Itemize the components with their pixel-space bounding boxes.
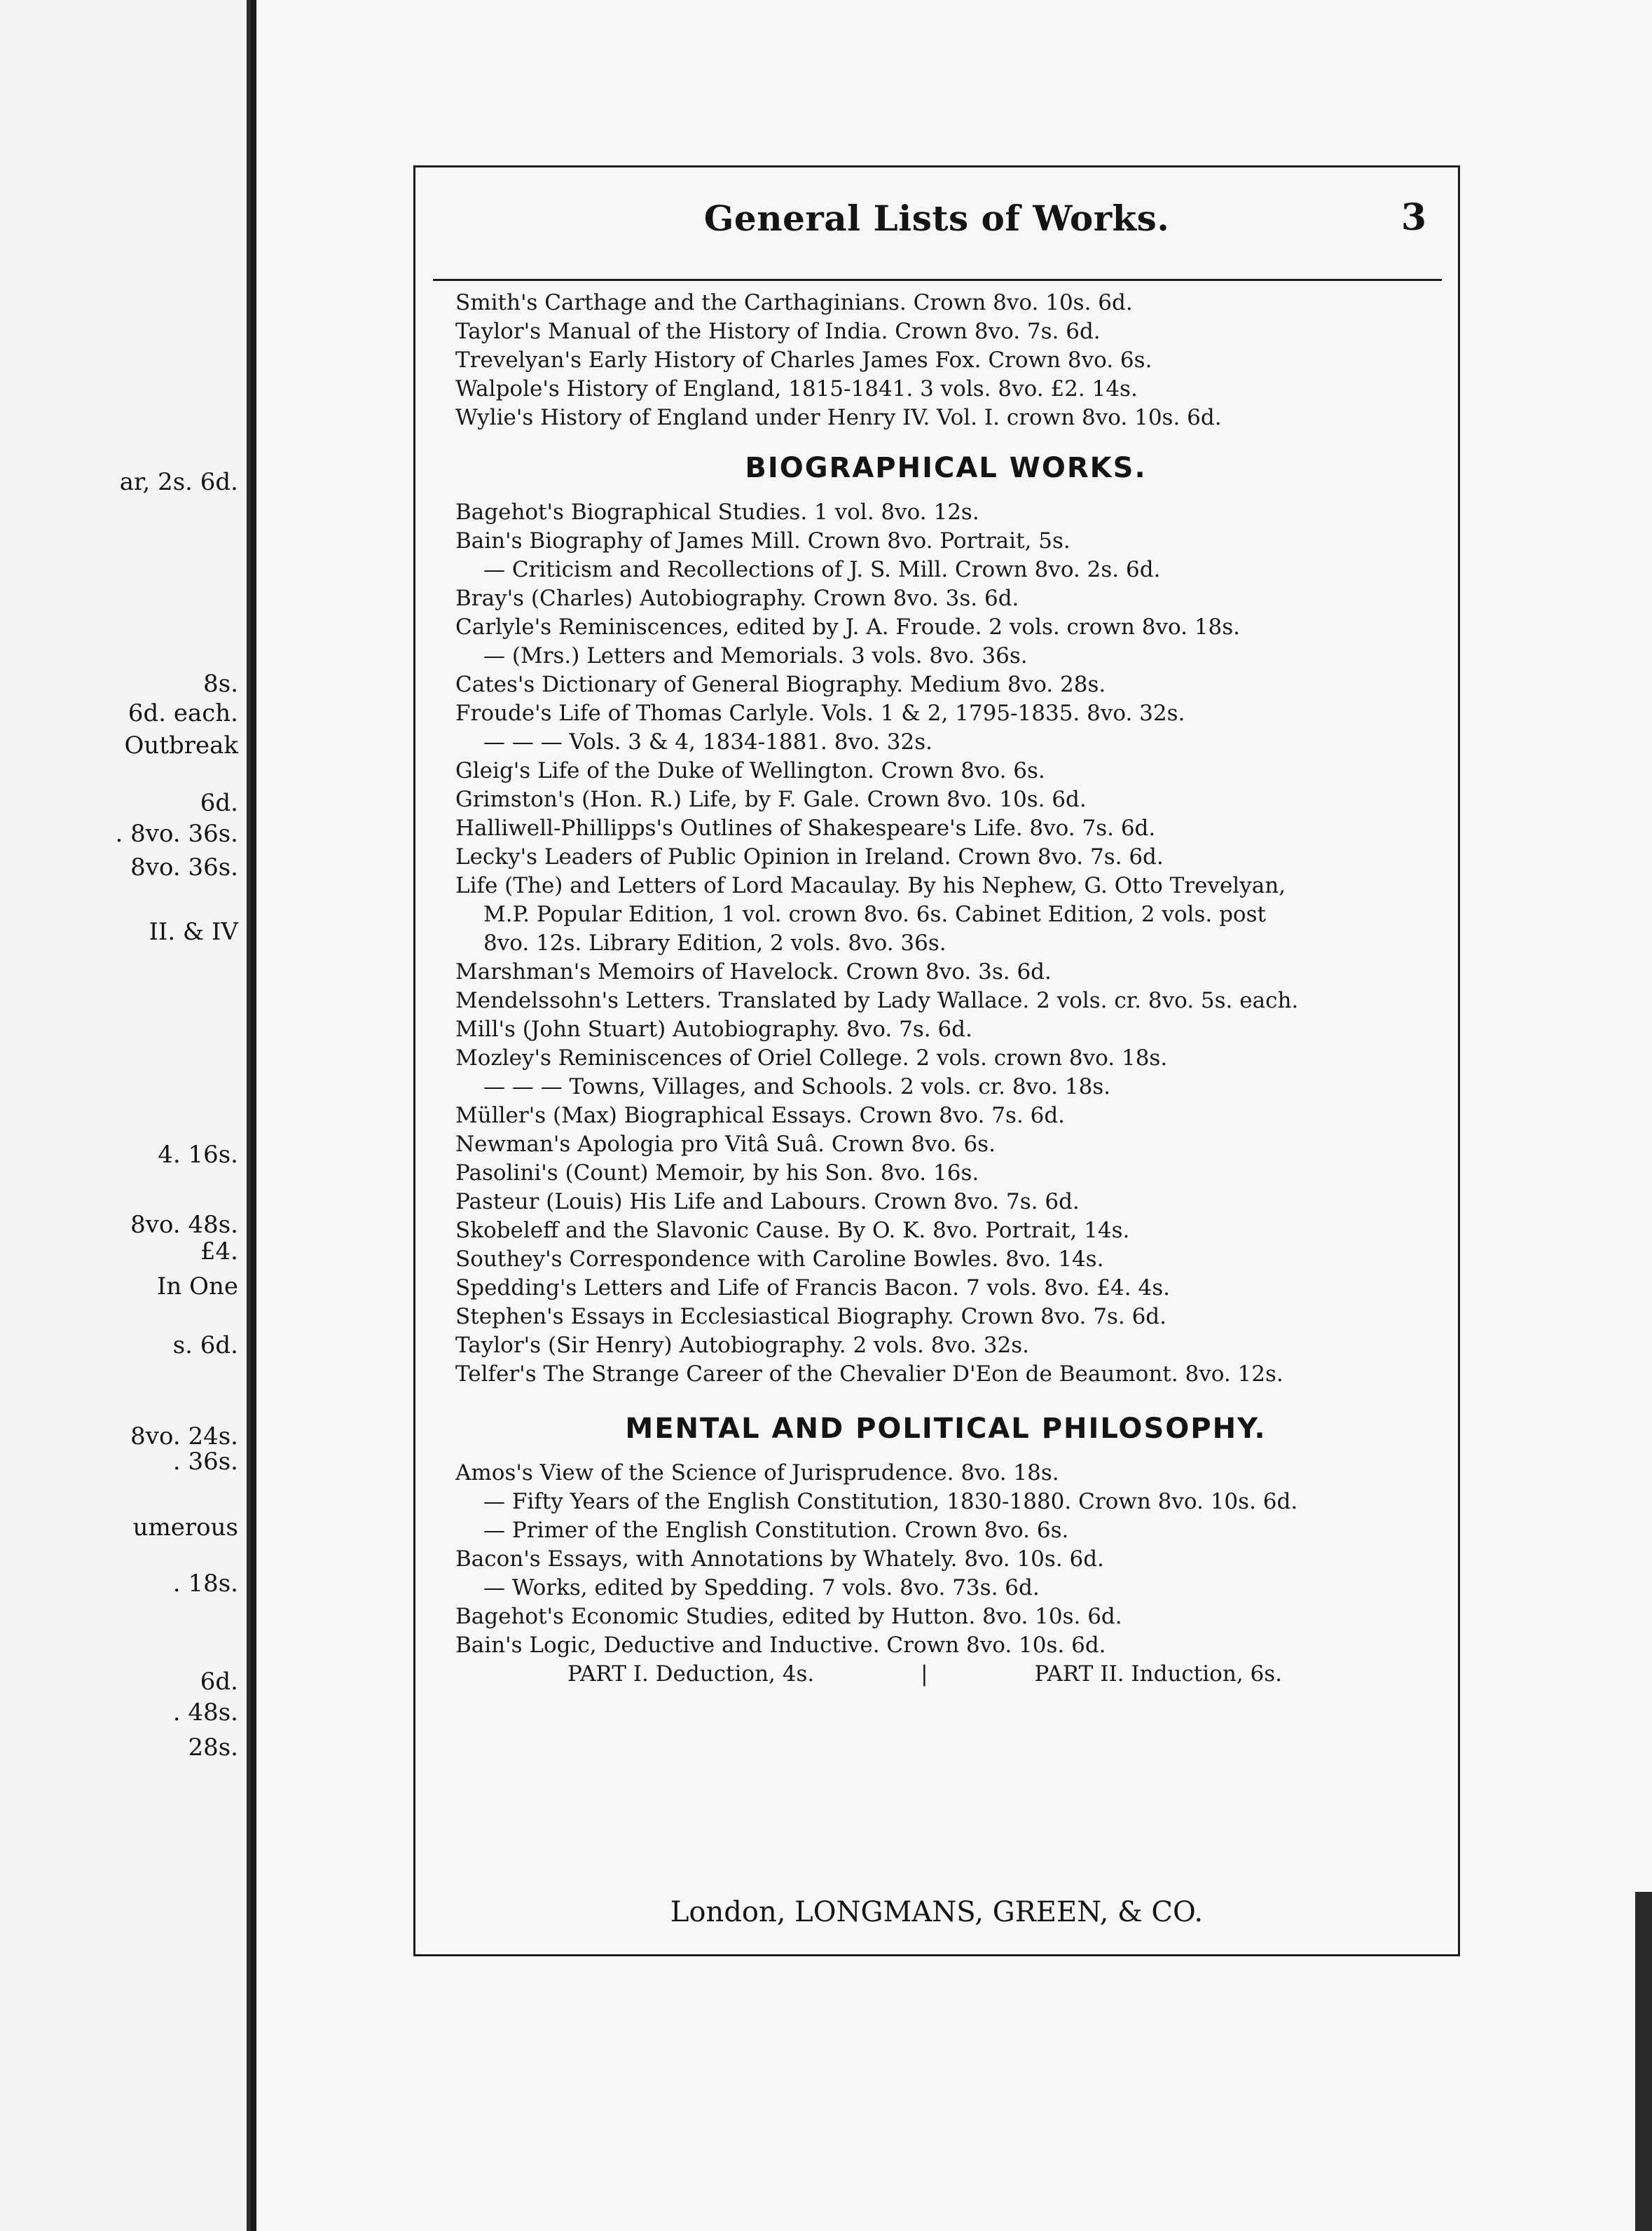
left-page-text-fragment: 8s. <box>203 670 238 698</box>
catalogue-entry: Müller's (Max) Biographical Essays. Crown 8vo. 7s. 6d. <box>455 1103 1066 1128</box>
catalogue-entry: 8vo. 12s. Library Edition, 2 vols. 8vo. 36s. <box>483 931 947 956</box>
catalogue-entry: Walpole's History of England, 1815-1841. 3 vols. 8vo. £2. 14s. <box>455 376 1138 401</box>
catalogue-entry: Telfer's The Strange Career of the Chevalier D'Eon de Beaumont. 8vo. 12s. <box>455 1361 1283 1387</box>
part-two-label: PART II. Induction, 6s. <box>1034 1661 1282 1687</box>
catalogue-entry: Carlyle's Reminiscences, edited by J. A. Froude. 2 vols. crown 8vo. 18s. <box>455 615 1241 640</box>
catalogue-entry: Smith's Carthage and the Carthaginians. Crown 8vo. 10s. 6d. <box>455 290 1133 315</box>
catalogue-entry: Newman's Apologia pro Vitâ Suâ. Crown 8vo. 6s. <box>455 1132 996 1157</box>
history-list <box>455 289 1436 432</box>
left-page-text-fragment: s. 6d. <box>172 1331 238 1359</box>
left-page-text-fragment: ar, 2s. 6d. <box>119 468 238 496</box>
catalogue-entry: Wylie's History of England under Henry IV. Vol. I. crown 8vo. 10s. 6d. <box>455 405 1222 430</box>
catalogue-entry: Bray's (Charles) Autobiography. Crown 8vo. 3s. 6d. <box>455 586 1019 611</box>
left-page-text-fragment: II. & IV <box>149 918 238 946</box>
left-page-text-fragment: 6d. <box>200 789 238 817</box>
running-head <box>413 188 1460 247</box>
catalogue-entry: — — — Vols. 3 & 4, 1834-1881. 8vo. 32s. <box>483 729 932 755</box>
catalogue-entry: Froude's Life of Thomas Carlyle. Vols. 1 & 2, 1795-1835. 8vo. 32s. <box>455 701 1185 726</box>
catalogue-entry: Spedding's Letters and Life of Francis Bacon. 7 vols. 8vo. £4. 4s. <box>455 1275 1170 1300</box>
catalogue-entry: Taylor's Manual of the History of India. Crown 8vo. 7s. 6d. <box>455 319 1101 344</box>
catalogue-entry: Amos's View of the Science of Jurisprudence. 8vo. 18s. <box>455 1460 1059 1485</box>
catalogue-entry: Marshman's Memoirs of Havelock. Crown 8vo. 3s. 6d. <box>455 959 1052 984</box>
catalogue-entry: Bacon's Essays, with Annotations by Whately. 8vo. 10s. 6d. <box>455 1546 1104 1572</box>
left-page-text-fragment: . 18s. <box>172 1570 238 1598</box>
catalogue-entry: Mendelssohn's Letters. Translated by Lady Wallace. 2 vols. cr. 8vo. 5s. each. <box>455 988 1299 1013</box>
left-page-text-fragment: 6d. each. <box>128 699 238 727</box>
left-page-text-fragment: 8vo. 48s. <box>130 1211 238 1239</box>
catalogue-entry: — Fifty Years of the English Constitution, 1830-1880. Crown 8vo. 10s. 6d. <box>483 1489 1298 1514</box>
catalogue-entry: M.P. Popular Edition, 1 vol. crown 8vo. 6s. Cabinet Edition, 2 vols. post <box>483 902 1266 927</box>
catalogue-entry: Mozley's Reminiscences of Oriel College. 2 vols. crown 8vo. 18s. <box>455 1045 1168 1071</box>
catalogue-entry: Bagehot's Biographical Studies. 1 vol. 8vo. 12s. <box>455 500 979 525</box>
page-edge-shadow <box>1635 1892 1652 2231</box>
left-page-text-fragment: Outbreak <box>124 732 238 760</box>
catalogue-entry: Halliwell-Phillipps's Outlines of Shakespeare's Life. 8vo. 7s. 6d. <box>455 816 1156 841</box>
left-page-text-fragment: 28s. <box>188 1734 238 1762</box>
section-heading-biographical: BIOGRAPHICAL WORKS. <box>745 452 1147 484</box>
left-page-text-fragment: . 48s. <box>172 1698 238 1727</box>
page-number: 3 <box>1400 196 1426 239</box>
left-page-text-fragment: 4. 16s. <box>158 1141 238 1169</box>
catalogue-entry: Bain's Logic, Deductive and Inductive. Crown 8vo. 10s. 6d. <box>455 1633 1106 1658</box>
left-page-text-fragment: 8vo. 36s. <box>130 853 238 881</box>
logic-parts-line <box>455 1660 1436 1689</box>
catalogue-entry: Taylor's (Sir Henry) Autobiography. 2 vols. 8vo. 32s. <box>455 1333 1030 1358</box>
catalogue-entry: Lecky's Leaders of Public Opinion in Ireland. Crown 8vo. 7s. 6d. <box>455 844 1164 870</box>
catalogue-entry: Bain's Biography of James Mill. Crown 8vo. Portrait, 5s. <box>455 528 1071 554</box>
left-page-border <box>251 0 256 2231</box>
catalogue-entry: Mill's (John Stuart) Autobiography. 8vo. 7s. 6d. <box>455 1017 972 1042</box>
catalogue-entry: Skobeleff and the Slavonic Cause. By O. K. 8vo. Portrait, 14s. <box>455 1218 1130 1243</box>
left-page-text-fragment: umerous <box>132 1513 238 1542</box>
catalogue-content <box>455 289 1436 1689</box>
catalogue-entry: — (Mrs.) Letters and Memorials. 3 vols. 8vo. 36s. <box>483 643 1028 668</box>
left-page-text-fragment: . 8vo. 36s. <box>115 820 238 848</box>
header-rule <box>433 279 1442 281</box>
part-one-label: PART I. Deduction, 4s. <box>567 1661 815 1687</box>
publisher-imprint: London, LONGMANS, GREEN, & CO. <box>670 1896 1204 1928</box>
biographical-list <box>455 498 1436 1389</box>
left-page-fragment <box>0 0 247 2231</box>
left-page-text-fragment: . 36s. <box>172 1448 238 1476</box>
catalogue-entry: Stephen's Essays in Ecclesiastical Biography. Crown 8vo. 7s. 6d. <box>455 1304 1166 1329</box>
section-heading-mental-philosophy: MENTAL AND POLITICAL PHILOSOPHY. <box>625 1413 1267 1445</box>
catalogue-entry: — Works, edited by Spedding. 7 vols. 8vo. 73s. 6d. <box>483 1575 1040 1600</box>
left-page-text-fragment: 6d. <box>200 1668 238 1696</box>
left-page-text-fragment: In One <box>156 1272 238 1300</box>
catalogue-entry: Trevelyan's Early History of Charles James Fox. Crown 8vo. 6s. <box>455 348 1152 373</box>
left-page-text-fragment: £4. <box>200 1237 238 1265</box>
catalogue-entry: — Primer of the English Constitution. Crown 8vo. 6s. <box>483 1518 1069 1543</box>
mental-philosophy-list <box>455 1459 1436 1660</box>
catalogue-entry: Southey's Correspondence with Caroline Bowles. 8vo. 14s. <box>455 1247 1104 1272</box>
catalogue-entry: Cates's Dictionary of General Biography. Medium 8vo. 28s. <box>455 672 1106 697</box>
part-divider: | <box>921 1661 928 1687</box>
left-page-text-fragment: 8vo. 24s. <box>130 1422 238 1450</box>
catalogue-entry: — — — Towns, Villages, and Schools. 2 vols. cr. 8vo. 18s. <box>483 1074 1111 1099</box>
catalogue-entry: Life (The) and Letters of Lord Macaulay. By his Nephew, G. Otto Trevelyan, <box>455 873 1286 898</box>
catalogue-entry: Grimston's (Hon. R.) Life, by F. Gale. Crown 8vo. 10s. 6d. <box>455 787 1087 812</box>
catalogue-entry: Pasolini's (Count) Memoir, by his Son. 8vo. 16s. <box>455 1160 979 1186</box>
catalogue-entry: Pasteur (Louis) His Life and Labours. Crown 8vo. 7s. 6d. <box>455 1189 1080 1214</box>
catalogue-entry: — Criticism and Recollections of J. S. Mill. Crown 8vo. 2s. 6d. <box>483 557 1161 582</box>
catalogue-entry: Gleig's Life of the Duke of Wellington. Crown 8vo. 6s. <box>455 758 1045 783</box>
page-title: General Lists of Works. <box>703 198 1170 239</box>
catalogue-entry: Bagehot's Economic Studies, edited by Hutton. 8vo. 10s. 6d. <box>455 1604 1122 1629</box>
